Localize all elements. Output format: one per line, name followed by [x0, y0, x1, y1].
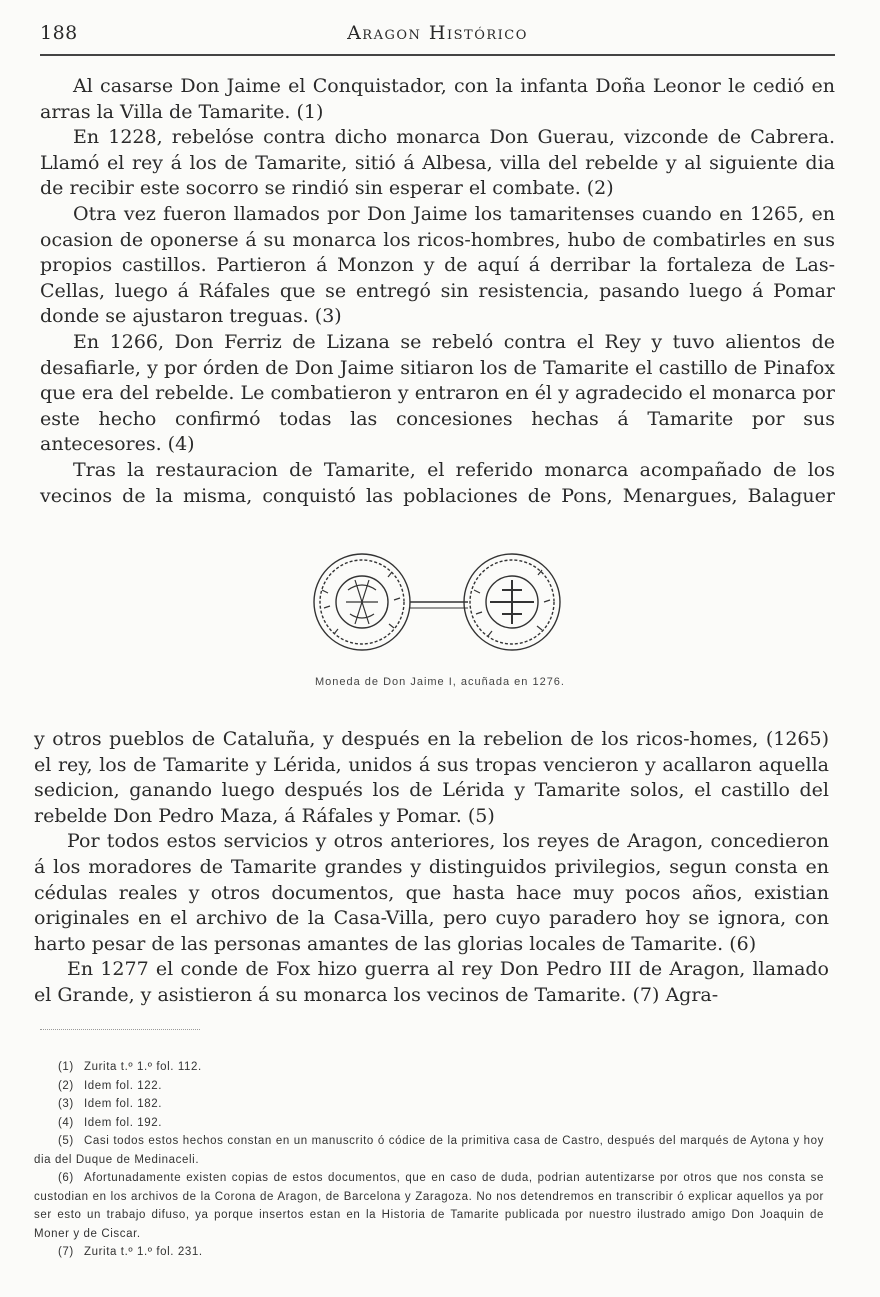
- paragraph: Al casarse Don Jaime el Conquistador, con la infanta Doña Leonor le cedió en arras la Villa de Tamarite. (1): [40, 75, 835, 123]
- header-rule: [40, 54, 835, 56]
- footnote-text: Afortunadamente existen copias de estos documentos, que en caso de duda, podrian autentizarse por otros que nos consta se custodian en los archivos de la Corona de Aragon, de Barcelona y Zaragoza. No nos detendremos en transcribir ó explicar aquellos ya por ser esto un trabajo difuso, ya porque insertos estan en la Historia de Tamarite publicada por nuestro ilustrado amigo Don Joaquin de Moner y de Ciscar.: [34, 1172, 824, 1240]
- footnote-number: (4): [58, 1116, 74, 1129]
- footnote: [34, 1243, 824, 1262]
- paragraph: En 1266, Don Ferriz de Lizana se rebeló contra el Rey y tuvo alientos de desafiarle, y por órden de Don Jaime sitiaron los de Tamarite el castillo de Pinafox que era del rebelde. Le combatieron y entraron en él y agradecido el monarca por este hecho confirmó todas las concesiones hechas á Tamarite por sus antecesores. (4): [40, 330, 835, 456]
- footnote: [34, 1095, 824, 1114]
- footnote-text: Casi todos estos hechos constan en un manuscrito ó códice de la primitiva casa de Castro, después del marqués de Aytona y hoy dia del Duque de Medinaceli.: [34, 1135, 824, 1166]
- footnote: [34, 1077, 824, 1096]
- paragraph: Por todos estos servicios y otros anteriores, los reyes de Aragon, concedieron á los moradores de Tamarite grandes y distinguidos privilegios, segun consta en cédulas reales y otros documentos, que hasta hace muy pocos años, existian originales en el archivo de la Casa-Villa, pero cuyo paradero hoy se ignora, con harto pesar de las personas amantes de las glorias locales de Tamarite. (6): [34, 830, 829, 955]
- footnote-text: Idem fol. 182.: [84, 1098, 163, 1110]
- footnote-number: (6): [58, 1172, 74, 1184]
- paragraph: En 1277 el conde de Fox hizo guerra al rey Don Pedro III de Aragon, llamado el Grande, y asistieron á su monarca los vecinos de Tamarite. (7) Agra-: [34, 958, 829, 1006]
- page-number: 188: [40, 22, 78, 44]
- coin-illustration: [310, 550, 565, 660]
- footnote-text: Idem fol. 192.: [84, 1116, 163, 1129]
- footnote-number: (1): [58, 1061, 74, 1073]
- running-title: Aragon Histórico: [347, 22, 528, 44]
- figure-caption: Moneda de Don Jaime I, acuñada en 1276.: [315, 676, 565, 688]
- body-text-bottom: [34, 727, 829, 1009]
- footnote-number: (7): [58, 1246, 74, 1258]
- footnote-number: (3): [58, 1098, 74, 1110]
- coin-reverse: [464, 554, 560, 650]
- footnote-separator: [40, 1029, 200, 1030]
- footnote: [34, 1114, 824, 1133]
- paragraph: Otra vez fueron llamados por Don Jaime los tamaritenses cuando en 1265, en ocasion de oponerse á su monarca los ricos-hombres, hubo de combatirles en sus propios castillos. Partieron á Monzon y de aquí á derribar la fortaleza de Las-Cellas, luego á Ráfales que se entregó sin resistencia, pasando luego á Pomar donde se ajustaron treguas. (3): [40, 202, 835, 328]
- footnote: [34, 1169, 824, 1243]
- footnote: [34, 1132, 824, 1169]
- footnote-text: Idem fol. 122.: [84, 1079, 163, 1092]
- footnote: [34, 1058, 824, 1077]
- body-text-top: [40, 74, 835, 509]
- paragraph: y otros pueblos de Cataluña, y después en la rebelion de los ricos-homes, (1265) el rey, los de Tamarite y Lérida, unidos á sus tropas vencieron y acallaron aquella sedicion, ganando luego después los de Lérida y Tamarite solos, el castillo del rebelde Don Pedro Maza, á Ráfales y Pomar. (5): [34, 728, 829, 827]
- coin-obverse: [314, 554, 410, 650]
- footnotes: [34, 1058, 824, 1262]
- footnote-text: Zurita t.º 1.º fol. 112.: [84, 1061, 202, 1073]
- paragraph: En 1228, rebelóse contra dicho monarca Don Guerau, vizconde de Cabrera. Llamó el rey á los de Tamarite, sitió á Albesa, villa del rebelde y al siguiente dia de recibir este socorro se rindió sin esperar el combate. (2): [40, 126, 835, 200]
- page-header: [40, 20, 835, 54]
- footnote-text: Zurita t.º 1.º fol. 231.: [84, 1246, 203, 1258]
- footnote-number: (5): [58, 1135, 74, 1147]
- footnote-number: (2): [58, 1079, 74, 1092]
- paragraph: Tras la restauracion de Tamarite, el referido monarca acompañado de los vecinos de la misma, conquistó las poblaciones de Pons, Menargues, Balaguer: [40, 458, 835, 507]
